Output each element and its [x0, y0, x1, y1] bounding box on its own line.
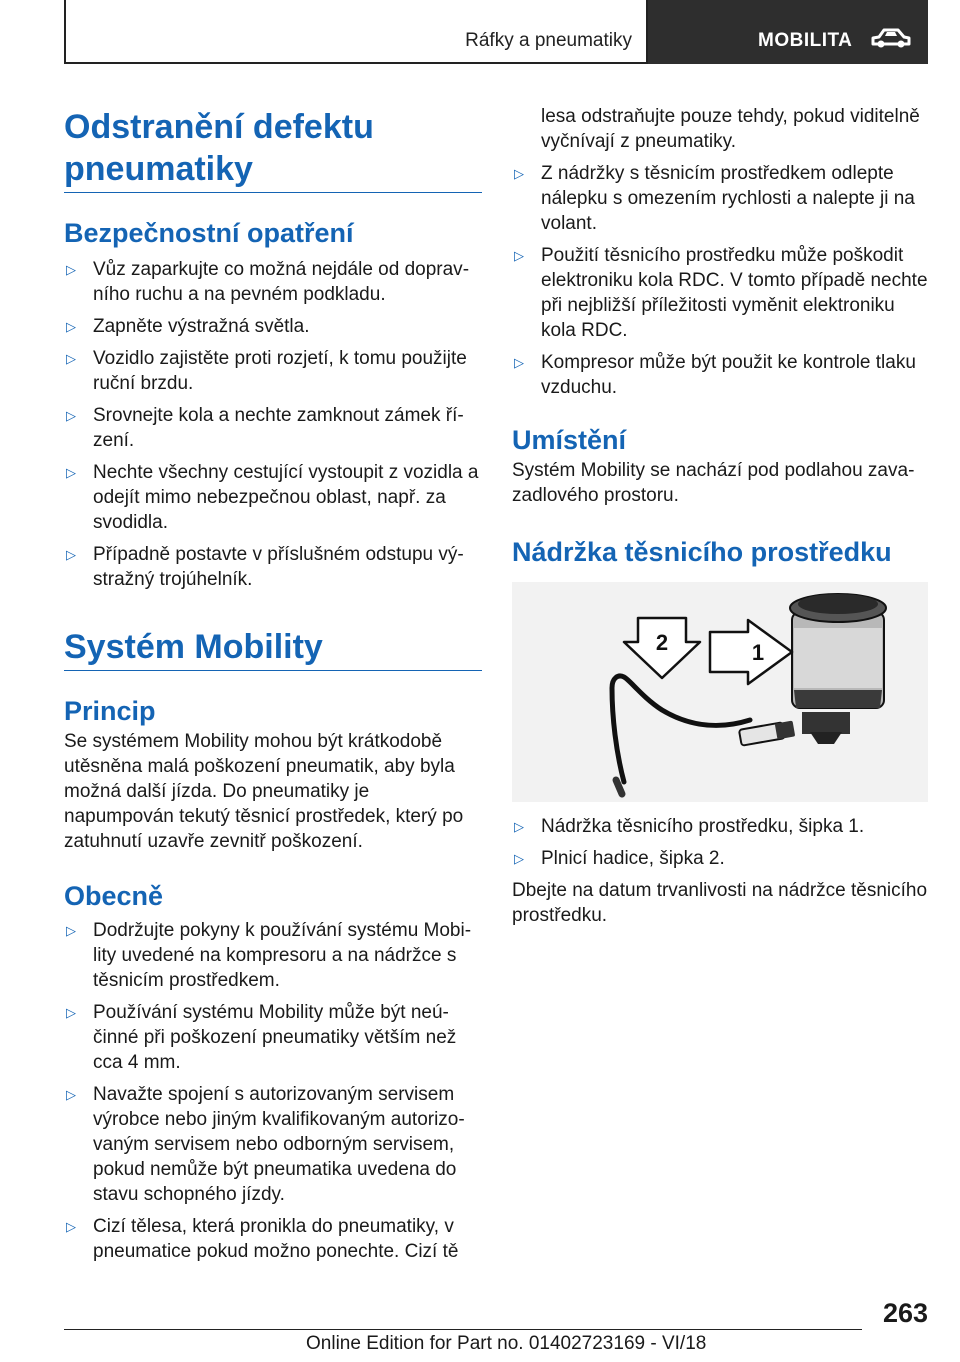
triangle-bullet-icon: ▷ [66, 465, 76, 480]
chapter-tab [648, 0, 928, 64]
svg-text:2: 2 [655, 630, 669, 655]
triangle-bullet-icon: ▷ [66, 1087, 76, 1102]
arrow-2-icon [624, 618, 700, 678]
list-item: ▷ Kompresor může být použit ke kontrole tlaku vzduchu. [514, 352, 916, 398]
car-icon [870, 26, 912, 50]
title-rule [64, 192, 482, 193]
triangle-bullet-icon: ▷ [514, 819, 524, 834]
container-heading: Nádržka těsnicího prostředku [512, 537, 892, 567]
sealant-kit-illustration [512, 582, 928, 802]
list-item: ▷ Z nádržky s těsnicím prostředkem odlepte nálepku s omezením rychlosti a nalepte ji na volant. [514, 163, 915, 234]
general-list-continued [512, 104, 930, 400]
section-header [64, 0, 648, 64]
list-item: ▷ Srovnejte kola a nechte zamknout zámek řízení. [66, 405, 464, 451]
arrow-1-icon [710, 620, 792, 684]
hose-connector [739, 721, 795, 746]
location-heading: Umístění [512, 425, 627, 455]
list-item: ▷ Dodržujte pokyny k používání systému Mobility uvedené na kompresoru a na nádržce s těsnicím prostředkem. [66, 920, 472, 991]
mobility-title: Systém Mobility [64, 628, 323, 666]
container-note: Dbejte na datum trvanlivosti na nádržce těsnicího prostředku. [512, 880, 928, 926]
triangle-bullet-icon: ▷ [66, 547, 76, 562]
list-item: ▷ Zapněte výstražná světla. [66, 316, 310, 337]
list-item: ▷ Nechte všechny cestující vystoupit z vozidla a odejít mimo nebezpečnou oblast, např. za svodidla. [66, 462, 479, 533]
container-list [512, 814, 930, 871]
main-title: Odstranění defektu pneumatiky [64, 108, 374, 188]
page-number: 263 [882, 1298, 928, 1328]
list-item: ▷ Případně postavte v příslušném odstupu výstražný trojúhelník. [66, 544, 464, 590]
location-text: Systém Mobility se nachází pod podlahou zavazadlového prostoru. [512, 460, 915, 506]
list-item: ▷ Vozidlo zajistěte proti rozjetí, k tomu použijte ruční brzdu. [66, 348, 467, 394]
list-item: ▷ Použití těsnicího prostředku může poškodit elektroniku kola RDC. V tomto případě nechte při nejbližší příležitosti vyměnit elektroniku kola RDC. [514, 245, 928, 341]
principle-text: Se systémem Mobility mohou být krátkodobě utěsněna malá poškození pneumatik, aby byla možná další jízda. Do pneumatiky je napumpován tekutý těsnicí prostředek, který po zatuhnutí uzavře zevnitř poškození. [64, 731, 464, 852]
footer-rule [64, 1329, 862, 1330]
triangle-bullet-icon: ▷ [66, 262, 76, 277]
safety-heading: Bezpečnostní opatření [64, 218, 354, 248]
page-header [64, 0, 928, 66]
sealant-container-figure [512, 582, 928, 802]
triangle-bullet-icon: ▷ [66, 351, 76, 366]
list-item: ▷ Navažte spojení s autorizovaným servisem výrobce nebo jiným kvalifikovaným autorizovaným servisem nebo odborným servisem, pokud nemůže být pneumatika uvedena do stavu schopného jízdy. [66, 1084, 465, 1205]
list-item: ▷ Používání systému Mobility může být neúčinné při poškození pneumatiky větším než cca 4 mm. [66, 1002, 457, 1073]
principle-heading: Princip [64, 696, 156, 726]
triangle-bullet-icon: ▷ [66, 408, 76, 423]
list-item: ▷ Nádržka těsnicího prostředku, šipka 1. [514, 816, 865, 837]
chapter-tab-label: MOBILITA [758, 30, 853, 51]
triangle-bullet-icon: ▷ [66, 1005, 76, 1020]
triangle-bullet-icon: ▷ [514, 248, 524, 263]
section-title: Ráfky a pneumatiky [465, 30, 632, 51]
triangle-bullet-icon: ▷ [66, 923, 76, 938]
edition-text: Online Edition for Part no. 01402723169 - VI/18 [306, 1333, 707, 1354]
list-item: ▷ Vůz zaparkujte co možná nejdále od dopravního ruchu a na pevném podkladu. [66, 259, 470, 305]
triangle-bullet-icon: ▷ [66, 319, 76, 334]
triangle-bullet-icon: ▷ [66, 1219, 76, 1234]
list-item: ▷ Plnicí hadice, šipka 2. [514, 848, 725, 869]
triangle-bullet-icon: ▷ [514, 166, 524, 181]
left-column [64, 96, 482, 1271]
triangle-bullet-icon: ▷ [514, 355, 524, 370]
general-heading: Obecně [64, 881, 164, 911]
triangle-bullet-icon: ▷ [514, 851, 524, 866]
general-list [64, 918, 482, 1264]
list-item: ▷ Cizí tělesa, která pronikla do pneumatiky, v pneumatice pokud možno ponechte. Cizí tě [66, 1216, 459, 1262]
sealant-container [790, 594, 886, 744]
svg-text:1: 1 [751, 640, 765, 665]
right-column [512, 104, 930, 928]
mobility-rule [64, 670, 482, 671]
list-item: lesa odstraňujte pouze tehdy, pokud viditelně vyčnívají z pneumatiky. [541, 106, 920, 152]
safety-list [64, 257, 482, 592]
